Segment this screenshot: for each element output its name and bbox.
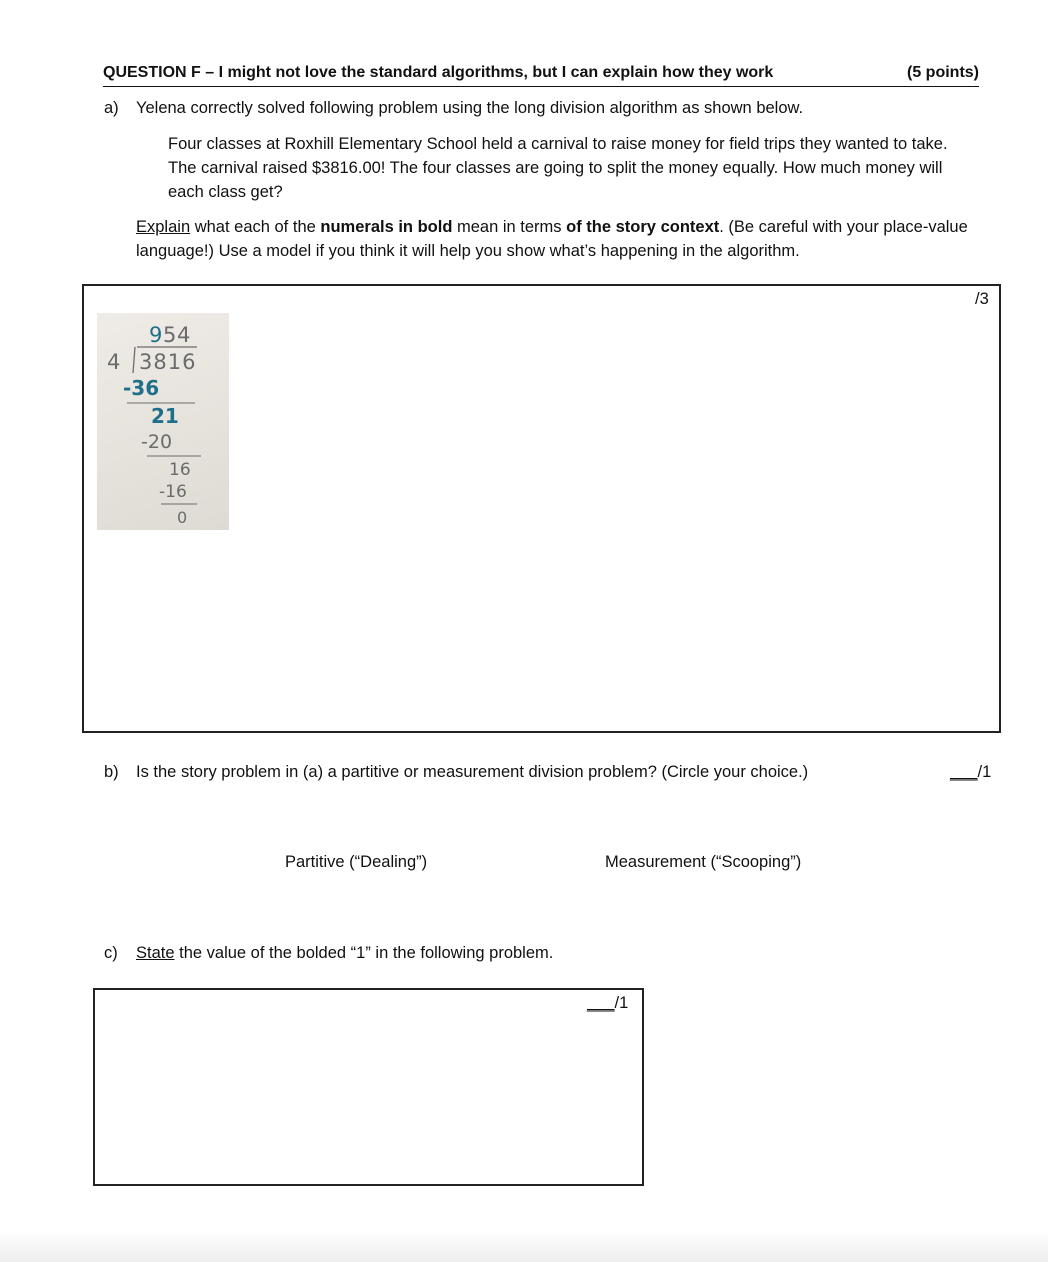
part-b-score-value: /1 (977, 763, 992, 781)
choice-measurement[interactable]: Measurement (“Scooping”) (605, 853, 802, 871)
long-division-handwriting (97, 313, 229, 530)
explain-text-1: what each of the (190, 218, 321, 236)
explain-text-2: mean in terms (452, 218, 567, 236)
part-c-question-text: the value of the bolded “1” in the following problem. (174, 944, 554, 962)
quotient-digit-5: 5 (163, 323, 177, 347)
long-division-photo (97, 313, 229, 530)
dividend: 3816 (139, 350, 197, 374)
part-c-label: c) (104, 944, 118, 962)
explain-instructions (136, 215, 986, 263)
explain-bold-numerals: numerals in bold (320, 218, 453, 236)
explain-text-3: . (Be careful with your place-value language!) Use a model if you think it will help you show what’s happening in the algorithm. (136, 218, 968, 260)
part-a-label: a) (104, 99, 119, 117)
page-bottom-edge (0, 1230, 1048, 1262)
quotient-digit-9: 9 (149, 323, 163, 347)
part-c-score (587, 994, 628, 1013)
divisor: 4 (107, 350, 121, 374)
part-c-answer-box[interactable] (93, 988, 644, 1186)
part-c-verb: State (136, 944, 175, 962)
part-a-intro: Yelena correctly solved following problem using the long division algorithm as shown below. (136, 99, 804, 117)
part-b-question: Is the story problem in (a) a partitive or measurement division problem? (Circle your choice.) (136, 763, 809, 781)
part-c-score-blank: ___ (587, 994, 615, 1012)
part-c-score-value: /1 (614, 994, 629, 1012)
partial-21: 21 (151, 404, 179, 428)
question-header (103, 64, 979, 87)
quotient-digit-4: 4 (177, 323, 191, 347)
question-title: QUESTION F – I might not love the standard algorithms, but I can explain how they work (103, 64, 774, 81)
part-b-score-blank: ___ (950, 763, 978, 781)
partial-16: 16 (169, 460, 191, 480)
part-b-score (950, 763, 991, 782)
choice-partitive[interactable]: Partitive (“Dealing”) (285, 853, 428, 871)
subtract-16: -16 (159, 482, 187, 502)
part-c-question (136, 944, 553, 963)
story-problem: Four classes at Roxhill Elementary School held a carnival to raise money for field trips they wanted to take. The carnival raised $3816.00! The four classes are going to split the money equally. How much money will each class get? (168, 135, 948, 201)
explain-bold-context: of the story context (566, 218, 720, 236)
part-b-label: b) (104, 763, 119, 781)
question-points: (5 points) (907, 64, 979, 81)
part-a-score: /3 (975, 290, 989, 308)
remainder-0: 0 (177, 508, 188, 527)
subtract-20: -20 (141, 431, 173, 453)
explain-verb: Explain (136, 218, 191, 236)
subtract-36: -36 (123, 376, 160, 400)
